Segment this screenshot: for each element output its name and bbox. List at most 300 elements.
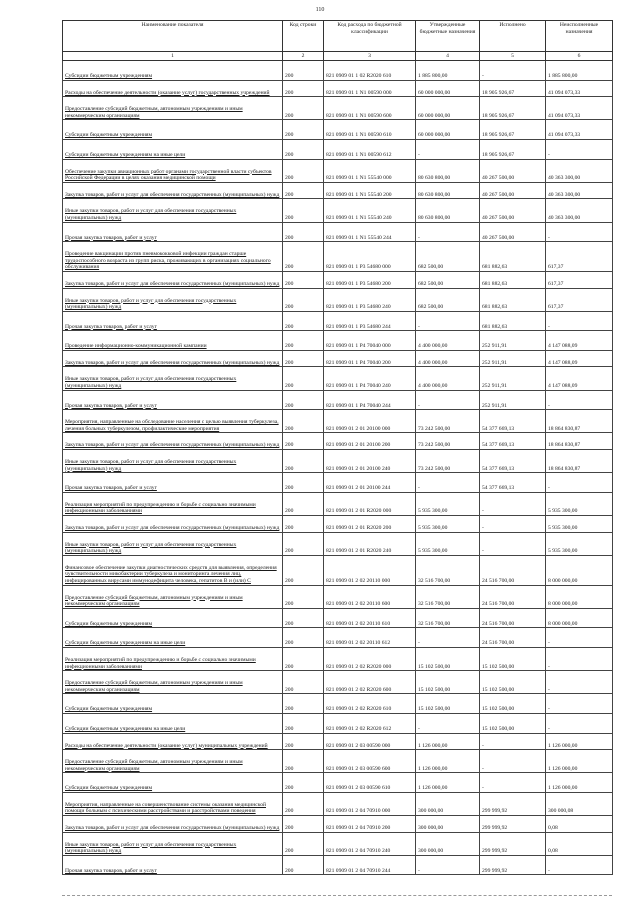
approved-amount-text: 1 126 000,00 xyxy=(418,785,448,792)
header-approved: Утвержденные бюджетные назначения xyxy=(416,21,480,52)
line-code-text: 200 xyxy=(285,620,294,627)
executed-amount-text: 299 999,92 xyxy=(482,825,508,832)
indicator-name-text: Предоставление субсидий бюджетным, автономным учреждениям и иным некоммерческим организациям xyxy=(65,680,243,693)
row-spacer xyxy=(63,159,613,169)
approved-amount xyxy=(416,726,480,733)
spacer-cell xyxy=(416,832,480,842)
budget-classification-code-text: 821 0909 01 1 P3 54680 240 xyxy=(326,304,391,311)
line-code-text: 200 xyxy=(285,465,294,472)
executed-amount xyxy=(480,90,546,97)
budget-classification-code-text: 821 0909 01 2 02 R2020 000 xyxy=(326,663,392,670)
executed-amount-text: 40 267 500,00 xyxy=(482,234,515,241)
indicator-name-text: Закупка товаров, работ и услуг для обеспечения государственных (муниципальных) нужд xyxy=(65,191,280,198)
row-spacer xyxy=(63,199,613,209)
budget-classification-code xyxy=(324,251,416,271)
indicator-name-text: Предоставление субсидий бюджетным, автономным учреждениям и иным некоммерческим организациям xyxy=(65,759,243,772)
spacer-cell xyxy=(416,410,480,420)
indicator-name-text: Финансовое обеспечение закупки диагностических средств для выявления, определения чувствительности микобактерии туберкулеза и мониторинга лечения лиц, инфицированных вирусами иммунодефицита человека, гепатитов В и (или) С xyxy=(65,564,277,584)
spacer-cell xyxy=(63,647,283,657)
spacer-cell xyxy=(283,350,324,360)
executed-amount-text: 24 516 700,00 xyxy=(482,601,515,608)
spacer-cell xyxy=(324,773,416,786)
spacer-cell xyxy=(416,647,480,657)
budget-classification-code-text: 821 0909 01 1 N1 55540 000 xyxy=(326,175,392,182)
executed-amount xyxy=(480,419,546,433)
indicator-name xyxy=(63,169,283,183)
line-code xyxy=(283,868,324,875)
line-code-text: 200 xyxy=(285,343,294,350)
approved-amount-text: - xyxy=(418,151,420,158)
executed-amount-text: 299 999,92 xyxy=(482,848,508,855)
spacer-cell xyxy=(480,271,546,281)
unexecuted-amount xyxy=(546,502,613,516)
unexecuted-amount-text: - xyxy=(548,725,550,732)
spacer-cell xyxy=(480,733,546,743)
table-row xyxy=(63,842,613,856)
line-code xyxy=(283,192,324,199)
spacer-cell xyxy=(546,311,613,324)
approved-amount-text: - xyxy=(418,640,420,647)
indicator-name xyxy=(63,565,283,585)
line-code-text: 200 xyxy=(285,359,294,366)
spacer-cell xyxy=(416,390,480,403)
budget-classification-code-text: 821 0909 01 2 02 20110 600 xyxy=(326,601,391,608)
indicator-name-text: Субсидии бюджетным учреждениям xyxy=(65,73,153,79)
indicator-name xyxy=(63,485,283,492)
budget-classification-code xyxy=(324,442,416,449)
indicator-name-text: Закупка товаров, работ и услуг для обеспечения государственных (муниципальных) нужд xyxy=(65,525,280,531)
row-spacer xyxy=(63,288,613,298)
unexecuted-amount-text: 41 094 073,33 xyxy=(548,112,581,119)
column-numbers-row xyxy=(63,52,613,61)
indicator-name xyxy=(63,542,283,556)
table-row xyxy=(63,680,613,694)
spacer-cell xyxy=(416,628,480,641)
budget-classification-code-text: 821 0909 01 2 03 00590 000 xyxy=(326,742,391,749)
approved-amount-text: 1 126 000,00 xyxy=(418,742,448,749)
line-code xyxy=(283,132,324,139)
spacer-cell xyxy=(63,750,283,760)
spacer-cell xyxy=(283,367,324,377)
spacer-cell xyxy=(416,473,480,486)
spacer-cell xyxy=(416,492,480,502)
budget-classification-code xyxy=(324,502,416,516)
spacer-cell xyxy=(480,855,546,868)
spacer-cell xyxy=(480,410,546,420)
indicator-name-text: Обеспечение закупки авиационных работ органами государственной власти субъектов Российской Федерации в целях оказания медицинской помощи xyxy=(65,168,272,182)
approved-amount-text: 15 102 500,00 xyxy=(418,686,451,693)
spacer-cell xyxy=(480,331,546,344)
unexecuted-amount-text: - xyxy=(548,323,550,330)
unexecuted-amount-text: 617,37 xyxy=(548,264,564,271)
table-row xyxy=(63,743,613,750)
budget-classification-code-text: 821 0909 01 1 P4 70040 244 xyxy=(326,402,391,409)
spacer-cell xyxy=(283,473,324,486)
line-code-text: 200 xyxy=(285,867,294,874)
line-code xyxy=(283,251,324,271)
indicator-name-text: Иные закупки товаров, работ и услуг для обеспечения государственных (муниципальных) нужд xyxy=(65,541,237,555)
budget-classification-code xyxy=(324,281,416,288)
spacer-cell xyxy=(546,159,613,169)
approved-amount xyxy=(416,485,480,492)
spacer-cell xyxy=(283,694,324,707)
unexecuted-amount-text: 617,37 xyxy=(548,280,564,287)
spacer-cell xyxy=(480,433,546,443)
line-code xyxy=(283,706,324,713)
spacer-cell xyxy=(480,288,546,298)
budget-execution-table xyxy=(62,20,613,875)
spacer-cell xyxy=(283,713,324,726)
spacer-cell xyxy=(480,120,546,133)
spacer-cell xyxy=(480,242,546,252)
spacer-cell xyxy=(283,647,324,657)
executed-amount-text: - xyxy=(482,525,484,531)
spacer-cell xyxy=(63,288,283,298)
spacer-cell xyxy=(416,331,480,344)
approved-amount xyxy=(416,298,480,312)
spacer-cell xyxy=(324,516,416,526)
indicator-name-text: Прочая закупка товаров, работ и услуг xyxy=(65,323,157,330)
line-code-text: 200 xyxy=(285,175,294,182)
line-code xyxy=(283,152,324,159)
executed-amount-text: 15 102 500,00 xyxy=(482,663,515,670)
budget-classification-code-text: 821 0909 01 2 01 R2020 200 xyxy=(326,525,392,531)
unexecuted-amount xyxy=(546,726,613,733)
budget-classification-code xyxy=(324,235,416,242)
indicator-name-text: Мероприятия, направленные на обследование населения с целью выявления туберкулеза, лечения больных туберкулезом, профилактические мероприятия xyxy=(65,419,279,432)
executed-amount xyxy=(480,459,546,473)
row-spacer xyxy=(63,182,613,192)
unexecuted-amount xyxy=(546,640,613,647)
indicator-name xyxy=(63,657,283,671)
indicator-name xyxy=(63,192,283,199)
page-bottom-rule xyxy=(62,895,612,897)
table-row xyxy=(63,442,613,449)
spacer-cell xyxy=(63,694,283,707)
approved-amount-text: 60 000 000,00 xyxy=(418,112,451,119)
spacer-cell xyxy=(63,311,283,324)
approved-amount xyxy=(416,192,480,199)
spacer-cell xyxy=(416,159,480,169)
indicator-name-text: Субсидии бюджетным учреждениям на иные цели xyxy=(65,725,186,732)
budget-classification-code xyxy=(324,106,416,120)
line-code-text: 200 xyxy=(285,280,294,287)
spacer-cell xyxy=(480,182,546,192)
row-spacer xyxy=(63,492,613,502)
budget-classification-code-text: 821 0909 01 2 01 R2020 000 xyxy=(326,508,392,515)
approved-amount xyxy=(416,842,480,856)
row-spacer xyxy=(63,139,613,152)
spacer-cell xyxy=(324,816,416,826)
spacer-cell xyxy=(480,816,546,826)
indicator-name xyxy=(63,640,283,647)
spacer-cell xyxy=(324,311,416,324)
unexecuted-amount-text: 4 147 088,09 xyxy=(548,343,578,350)
unexecuted-amount-text: 0,08 xyxy=(548,825,558,832)
budget-classification-code-text: 821 0909 01 2 04 70910 200 xyxy=(326,825,391,832)
spacer-cell xyxy=(324,473,416,486)
line-code xyxy=(283,459,324,473)
line-code-text: 200 xyxy=(285,151,294,158)
spacer-cell xyxy=(63,832,283,842)
row-spacer xyxy=(63,473,613,486)
line-code-text: 200 xyxy=(285,785,294,792)
approved-amount xyxy=(416,281,480,288)
budget-classification-code-text: 821 0909 01 2 04 70910 244 xyxy=(326,867,391,874)
spacer-cell xyxy=(324,694,416,707)
executed-amount-text: 54 377 669,13 xyxy=(482,425,515,432)
indicator-name-text: Иные закупки товаров, работ и услуг для обеспечения государственных (муниципальных) нужд xyxy=(65,297,237,311)
line-code-text: 200 xyxy=(285,485,294,492)
budget-classification-code-text: 821 0909 01 2 04 70910 240 xyxy=(326,848,391,855)
budget-classification-code-text: 821 0909 01 2 01 20100 000 xyxy=(326,425,391,432)
executed-amount-text: 681 882,63 xyxy=(482,264,508,271)
budget-classification-code xyxy=(324,376,416,390)
approved-amount xyxy=(416,169,480,183)
indicator-name-text: Иные закупки товаров, работ и услуг для обеспечения государственных (муниципальных) нужд xyxy=(65,376,237,390)
indicator-name-text: Расходы на обеспечение деятельности (оказание услуг) муниципальных учреждений xyxy=(65,742,268,749)
spacer-cell xyxy=(416,555,480,565)
spacer-cell xyxy=(63,671,283,681)
line-code xyxy=(283,621,324,628)
table-row xyxy=(63,542,613,556)
approved-amount-text: 682 500,00 xyxy=(418,280,444,287)
spacer-cell xyxy=(324,647,416,657)
spacer-cell xyxy=(283,120,324,133)
spacer-cell xyxy=(546,139,613,152)
unexecuted-amount xyxy=(546,281,613,288)
spacer-cell xyxy=(324,367,416,377)
unexecuted-amount xyxy=(546,485,613,492)
line-code-text: 200 xyxy=(285,191,294,198)
approved-amount xyxy=(416,403,480,410)
line-code xyxy=(283,169,324,183)
indicator-name-text: Закупка товаров, работ и услуг для обеспечения государственных (муниципальных) нужд xyxy=(65,825,280,832)
row-spacer xyxy=(63,773,613,786)
executed-amount-text: 40 267 500,00 xyxy=(482,175,515,182)
table-row xyxy=(63,459,613,473)
line-code xyxy=(283,208,324,222)
approved-amount xyxy=(416,208,480,222)
line-code-text: 200 xyxy=(285,112,294,119)
approved-amount-text: 32 516 700,00 xyxy=(418,620,451,627)
spacer-cell xyxy=(416,516,480,526)
spacer-cell xyxy=(324,97,416,107)
executed-amount-text: - xyxy=(482,508,484,515)
unexecuted-amount xyxy=(546,657,613,671)
indicator-name-text: Субсидии бюджетным учреждениям xyxy=(65,785,153,792)
table-row xyxy=(63,360,613,367)
budget-classification-code-text: 821 0909 01 1 N1 55540 200 xyxy=(326,191,392,198)
header-unexecuted: Неисполненные назначения xyxy=(546,21,613,52)
spacer-cell xyxy=(283,199,324,209)
spacer-cell xyxy=(283,410,324,420)
budget-classification-code-text: 821 0909 01 2 01 20100 244 xyxy=(326,485,391,492)
unexecuted-amount xyxy=(546,376,613,390)
approved-amount xyxy=(416,360,480,367)
executed-amount-text: 681 882,63 xyxy=(482,323,508,330)
line-code xyxy=(283,485,324,492)
indicator-name xyxy=(63,706,283,713)
line-code xyxy=(283,419,324,433)
unexecuted-amount xyxy=(546,621,613,628)
approved-amount-text: - xyxy=(418,234,420,241)
executed-amount-text: - xyxy=(482,73,484,79)
line-code-text: 200 xyxy=(285,525,294,531)
executed-amount xyxy=(480,485,546,492)
line-code xyxy=(283,657,324,671)
unexecuted-amount-text: 8 000 000,00 xyxy=(548,577,578,584)
spacer-cell xyxy=(324,433,416,443)
table-row xyxy=(63,706,613,713)
spacer-cell xyxy=(324,792,416,802)
approved-amount xyxy=(416,132,480,139)
unexecuted-amount xyxy=(546,360,613,367)
spacer-cell xyxy=(63,773,283,786)
approved-amount-text: 32 516 700,00 xyxy=(418,601,451,608)
spacer-cell xyxy=(546,532,613,542)
spacer-cell xyxy=(63,816,283,826)
indicator-name xyxy=(63,502,283,516)
line-code xyxy=(283,298,324,312)
indicator-name xyxy=(63,680,283,694)
spacer-cell xyxy=(324,750,416,760)
spacer-cell xyxy=(546,120,613,133)
spacer-cell xyxy=(63,390,283,403)
unexecuted-amount xyxy=(546,343,613,350)
budget-classification-code xyxy=(324,706,416,713)
spacer-cell xyxy=(546,61,613,74)
spacer-cell xyxy=(480,750,546,760)
indicator-name xyxy=(63,376,283,390)
unexecuted-amount-text: 40 363 300,00 xyxy=(548,175,581,182)
table-row xyxy=(63,235,613,242)
unexecuted-amount-text: - xyxy=(548,640,550,647)
spacer-cell xyxy=(546,773,613,786)
column-number: 1 xyxy=(63,52,283,61)
spacer-cell xyxy=(283,159,324,169)
row-spacer xyxy=(63,816,613,826)
unexecuted-amount xyxy=(546,403,613,410)
executed-amount xyxy=(480,565,546,585)
executed-amount xyxy=(480,251,546,271)
spacer-cell xyxy=(416,792,480,802)
spacer-cell xyxy=(546,450,613,460)
indicator-name-text: Закупка товаров, работ и услуг для обеспечения государственных (муниципальных) нужд xyxy=(65,280,280,287)
spacer-cell xyxy=(63,182,283,192)
spacer-cell xyxy=(416,694,480,707)
unexecuted-amount-text: 1 885 800,00 xyxy=(548,73,578,79)
indicator-name-text: Субсидии бюджетным учреждениям xyxy=(65,132,153,139)
line-code-text: 200 xyxy=(285,663,294,670)
table-row xyxy=(63,281,613,288)
executed-amount-text: 681 882,63 xyxy=(482,304,508,311)
approved-amount-text: 15 102 500,00 xyxy=(418,663,451,670)
spacer-cell xyxy=(480,608,546,621)
executed-amount xyxy=(480,442,546,449)
approved-amount xyxy=(416,868,480,875)
row-spacer xyxy=(63,713,613,726)
line-code-text: 200 xyxy=(285,383,294,390)
unexecuted-amount xyxy=(546,192,613,199)
spacer-cell xyxy=(546,647,613,657)
line-code-text: 200 xyxy=(285,825,294,832)
spacer-cell xyxy=(283,80,324,90)
approved-amount-text: 5 935 300,00 xyxy=(418,548,448,555)
unexecuted-amount xyxy=(546,442,613,449)
spacer-cell xyxy=(416,713,480,726)
spacer-cell xyxy=(63,199,283,209)
spacer-cell xyxy=(63,450,283,460)
approved-amount-text: 5 935 300,00 xyxy=(418,525,448,531)
spacer-cell xyxy=(324,222,416,235)
indicator-name-text: Прочая закупка товаров, работ и услуг xyxy=(65,485,157,492)
table-row xyxy=(63,73,613,80)
unexecuted-amount xyxy=(546,106,613,120)
line-code-text: 200 xyxy=(285,765,294,772)
spacer-cell xyxy=(416,199,480,209)
spacer-cell xyxy=(416,433,480,443)
table-row xyxy=(63,324,613,331)
unexecuted-amount-text: - xyxy=(548,686,550,693)
executed-amount xyxy=(480,106,546,120)
budget-classification-code xyxy=(324,842,416,856)
line-code-text: 200 xyxy=(285,442,294,449)
indicator-name-text: Реализация мероприятий по предупреждению и борьбе с социально значимыми инфекционными заболеваниями xyxy=(65,656,256,670)
indicator-name-text: Субсидии бюджетным учреждениям xyxy=(65,620,153,627)
budget-classification-code-text: 821 0909 01 1 N1 00590 000 xyxy=(326,89,392,96)
spacer-cell xyxy=(416,139,480,152)
executed-amount-text: - xyxy=(482,548,484,555)
indicator-name-text: Субсидии бюджетным учреждениям на иные цели xyxy=(65,151,186,158)
spacer-cell xyxy=(283,585,324,595)
spacer-cell xyxy=(324,80,416,90)
line-code-text: 200 xyxy=(285,132,294,139)
spacer-cell xyxy=(416,367,480,377)
executed-amount xyxy=(480,73,546,80)
executed-amount xyxy=(480,743,546,750)
executed-amount xyxy=(480,621,546,628)
unexecuted-amount xyxy=(546,825,613,832)
spacer-cell xyxy=(546,367,613,377)
spacer-cell xyxy=(283,492,324,502)
executed-amount xyxy=(480,825,546,832)
line-code-text: 200 xyxy=(285,548,294,555)
budget-classification-code xyxy=(324,743,416,750)
executed-amount-text: 15 102 500,00 xyxy=(482,725,515,732)
spacer-cell xyxy=(480,159,546,169)
executed-amount xyxy=(480,376,546,390)
unexecuted-amount xyxy=(546,743,613,750)
spacer-cell xyxy=(63,713,283,726)
spacer-cell xyxy=(324,390,416,403)
approved-amount-text: 300 000,00 xyxy=(418,808,444,815)
row-spacer xyxy=(63,855,613,868)
line-code xyxy=(283,360,324,367)
indicator-name xyxy=(63,842,283,856)
approved-amount-text: 80 630 800,00 xyxy=(418,191,451,198)
spacer-cell xyxy=(324,271,416,281)
approved-amount-text: 300 000,00 xyxy=(418,848,444,855)
spacer-cell xyxy=(283,628,324,641)
spacer-cell xyxy=(283,61,324,74)
executed-amount xyxy=(480,595,546,609)
spacer-cell xyxy=(63,350,283,360)
line-code xyxy=(283,376,324,390)
spacer-cell xyxy=(324,671,416,681)
unexecuted-amount xyxy=(546,169,613,183)
executed-amount xyxy=(480,132,546,139)
